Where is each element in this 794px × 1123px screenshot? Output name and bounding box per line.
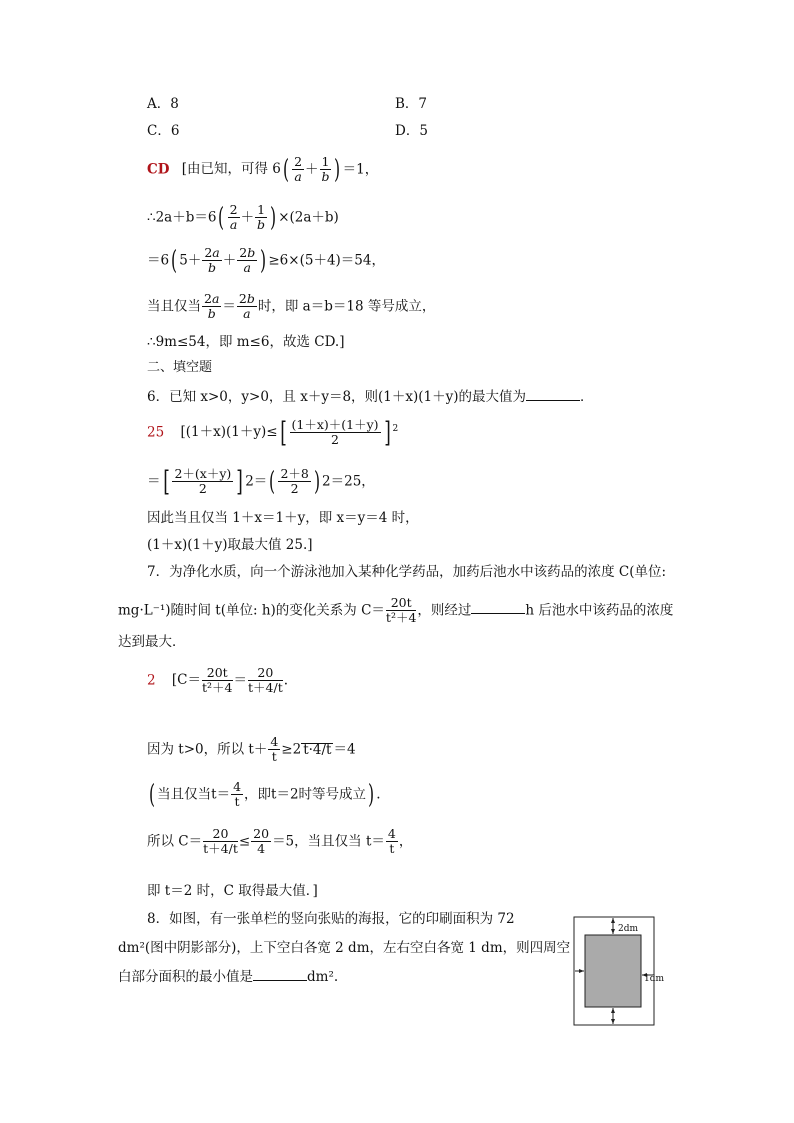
q6-line2-mid: 2＝	[245, 473, 268, 490]
q6-line2-frac-den: 2	[198, 481, 207, 497]
option-d: D．5	[395, 123, 428, 139]
q5-line1-post: ＝1，	[342, 161, 379, 178]
top-margin-label: 2dm	[618, 924, 639, 934]
q5-solution-line1: CD [由已知，可得 6( $\frac{2}{a}$ ＋ $\frac{1}{b}$ ) ＝1，	[147, 154, 379, 185]
q6-stem-post: ．	[580, 389, 594, 405]
q7-solution-line5: 即 t＝2 时，C 取得最大值．]	[147, 883, 318, 899]
q7-stem-line1: 7．为净化水质，向一个游泳池加入某种化学药品，加药后池水中该药品的浓度 C(单位:	[147, 564, 667, 580]
q6-stem-pre: 6．已知 x>0，y>0，且 x＋y＝8，则(1＋x)(1＋y)的最大值为	[147, 389, 527, 405]
q6-solution-line4: (1＋x)(1＋y)取最大值 25.]	[147, 537, 313, 553]
q7-stem2-frac-den: t²＋4	[385, 610, 417, 626]
q5-solution-line2: ∴2a＋b＝6( $\frac{2}{a}$ ＋ $\frac{1}{b}$ ) ×(2a＋b)	[147, 202, 339, 233]
q6-line2-frac2-den: 2	[290, 481, 299, 497]
q8-stem3-pre: 白部分面积的最小值是	[118, 969, 253, 985]
option-a: A．8	[147, 96, 179, 112]
q8-stem3-post: dm².	[307, 969, 339, 985]
q7-sol2-f-num: 4	[270, 734, 279, 749]
q7-solution-line2	[147, 735, 356, 765]
q5-line1-pre: [由已知，可得 6	[181, 161, 281, 178]
q7-sol2-post: ＝4	[333, 741, 356, 758]
q7-stem2-frac-num: 20t	[386, 596, 417, 611]
q8-stem-line1: 8．如图，有一张单栏的竖向张贴的海报，它的印刷面积为 72	[147, 911, 515, 927]
q5-line2-post: ×(2a＋b)	[278, 209, 339, 226]
q7-sol1-post: .	[283, 672, 289, 689]
q5-line4-pre: 当且仅当	[147, 298, 201, 315]
q7-answer-blank[interactable]	[471, 603, 525, 614]
q7-stem2-pre: mg·L⁻¹)随时间 t(单位: h)的变化关系为 C＝	[118, 602, 385, 619]
q5-solution-line3: ＝6( 5＋ $\frac{2a}{b}$ ＋ $\frac{2b}{a}$ ) ≥6×(5＋4)＝54，	[147, 245, 385, 276]
q6-stem	[147, 390, 594, 405]
q7-stem2-tail: h 后池水中该药品的浓度	[525, 602, 674, 619]
right-margin-label: 1dm	[644, 974, 665, 984]
q6-line2-post: 2＝25，	[322, 473, 375, 490]
q7-answer: 2	[147, 672, 156, 689]
q7-sol4-pre: 所以 C＝	[147, 833, 203, 850]
q7-sol2-f-den: t	[271, 749, 277, 765]
option-c: C．6	[147, 123, 180, 139]
q6-line1-frac-den: 2	[331, 432, 339, 448]
q7-sol4-f2-num: 20	[253, 826, 270, 841]
q7-sol1-f2-num: 20	[248, 666, 283, 681]
q6-solution-line3: 因此当且仅当 1＋x＝1＋y，即 x＝y＝4 时，	[147, 510, 419, 526]
q6-line1-pre: [(1＋x)(1＋y)≤	[180, 424, 278, 441]
q5-solution-line4: 当且仅当 $\frac{2a}{b}$ ＝ $\frac{2b}{a}$ 时，即 a＝b＝18 等号成立，	[147, 291, 436, 322]
q7-sol4-post: ，	[398, 833, 413, 850]
q8-stem-line2: dm²(图中阴影部分)，上下空白各宽 2 dm，左右空白各宽 1 dm，则四周空	[118, 940, 571, 956]
q7-stem-line3: 达到最大．	[118, 634, 186, 650]
q6-solution-line2: ＝[ $\frac{2+(x+y)}{2}$ ] 2＝( $\frac{2+8}{2}$ ) 2＝25，	[147, 464, 375, 498]
q7-sol2-sqrt: t·4/t	[303, 741, 332, 758]
q6-line1-frac-num: (1＋x)＋(1＋y)	[291, 417, 379, 432]
q8-answer-blank[interactable]	[253, 970, 307, 981]
q5-line2-pre: ∴2a＋b＝6	[147, 209, 217, 226]
q5-answer: CD	[147, 161, 170, 178]
q7-sol1-f2-den: t＋4/t	[248, 680, 283, 696]
q6-answer-blank[interactable]	[526, 390, 580, 401]
q7-sol3-f-den: t	[234, 794, 240, 810]
q7-sol4-f3-den: t	[389, 841, 395, 857]
q7-sol3-post: ，即t＝2时等号成立	[244, 786, 367, 803]
q5-line3-pre: ＝6	[147, 252, 170, 269]
q7-sol4-mid2: ＝5，当且仅当 t＝	[272, 833, 385, 850]
q6-solution-line1: 25 [(1＋x)(1＋y)≤[ $\frac{(1+x)+(1+y)}{2}$ ] $^2$	[147, 415, 399, 449]
q7-solution-line1	[147, 666, 288, 696]
q6-line2-frac2-num: 2＋8	[280, 466, 309, 481]
section-heading: 二、填空题	[147, 360, 213, 375]
q7-sol1-pre: [C＝	[171, 672, 201, 689]
q7-sol3-pre: 当且仅当t＝	[157, 786, 231, 803]
q7-solution-line4	[147, 827, 412, 857]
q7-sol4-f1-num: 20	[203, 827, 238, 842]
q7-sol4-f1-den: t＋4/t	[203, 841, 238, 857]
q7-sol3-f-num: 4	[233, 779, 242, 794]
option-b: B．7	[395, 96, 428, 112]
poster-print-area	[585, 935, 641, 1007]
poster-figure	[572, 915, 665, 1027]
q5-line4-post: 时，即 a＝b＝18 等号成立，	[257, 298, 436, 315]
q7-solution-line3: ( 当且仅当t＝ $\frac{4}{t}$ ，即t＝2时等号成立) .	[149, 779, 381, 810]
q7-sol1-f1-num: 20t	[202, 666, 233, 681]
q6-answer: 25	[147, 424, 165, 441]
q7-sol4-mid: ≤	[238, 833, 251, 850]
q7-stem2-post: ，则经过	[417, 602, 472, 619]
q7-sol4-f3-num: 4	[387, 826, 396, 841]
q7-sol2-mid: ≥2	[281, 741, 302, 758]
q7-stem-line2	[118, 596, 673, 626]
q5-solution-line5: ∴9m≤54，即 m≤6，故选 CD.]	[147, 334, 345, 350]
q7-sol2-pre: 因为 t>0，所以 t＋	[147, 741, 268, 758]
q8-stem-line3	[118, 970, 338, 985]
q7-sol1-f1-den: t²＋4	[202, 680, 233, 696]
q5-line3-post: ≥6×(5＋4)＝54，	[268, 252, 385, 269]
q7-sol4-f2-den: 4	[257, 841, 266, 857]
q6-line2-frac-num: 2＋(x＋y)	[174, 466, 232, 481]
q7-sol1-mid: ＝	[233, 672, 247, 689]
